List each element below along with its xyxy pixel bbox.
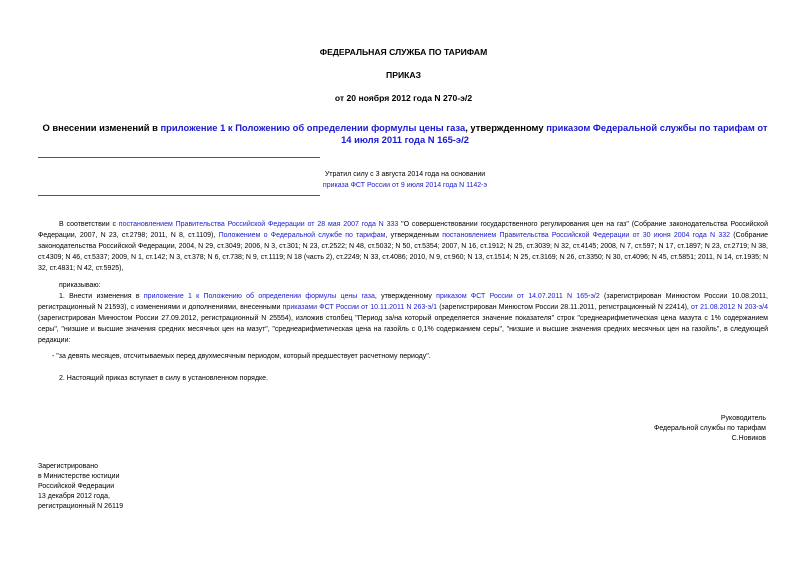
registration-line-4: 13 декабря 2012 года,	[38, 493, 110, 500]
item-1-paragraph	[38, 291, 768, 346]
title-link-appendix[interactable]: приложение 1 к Положению об определении формулы цены газа	[160, 122, 466, 133]
signature-position: Руководитель	[720, 415, 766, 422]
agency-heading: ФЕДЕРАЛЬНАЯ СЛУЖБА ПО ТАРИФАМ	[319, 47, 488, 57]
registration-line-2: в Министерстве юстиции	[38, 473, 120, 480]
order-word: приказываю:	[59, 282, 101, 289]
item-2-paragraph: 2. Настоящий приказ вступает в силу в установленном порядке.	[59, 375, 269, 382]
item1-text-1: 1. Внести изменения в	[59, 293, 144, 300]
divider-top	[38, 157, 320, 158]
document-title	[40, 122, 770, 146]
preamble-text-4: (Собрание законодательства Российской Федерации, 2004, N 29, ст.3049; 2006, N 3, ст.301; N 23, ст.2522; N 48, ст.5032; N 50, ст.5354; 2007, N 16, ст.1912; N 25, ст.3039; N 32, ст.4145; 2008, N 7, ст.597; N 17, ст.1897; N 23, ст.2719; N 38, ст.4309; N 46, ст.5337; 2009, N 1, ст.142; N 3, ст.378; N 6, ст.738; N 9, ст.1119; N 18 (часть 2), ст.2249; N 33, ст.4086; 2010, N 9, ст.960; N 13, ст.1514; N 25, ст.3169; N 26, ст.3350; N 30, ст.4096; N 45, ст.5851; 2011, N 14, ст.1935; N 32, ст.4831; N 42, ст.5925),	[38, 232, 769, 272]
repeal-status-link[interactable]: приказа ФСТ России от 9 июля 2014 года N 1142-э	[322, 182, 488, 189]
preamble-text-2: "О совершенствовании государственного регулирования цен на газ" (Собрание законодательства Российской Федерации, 2007, N 23, ст.2798; 2011, N 8, ст.1109),	[38, 221, 768, 239]
preamble-link-resolution-332[interactable]: постановлением Правительства Российской Федерации от 30 июня 2004 года N 332	[442, 232, 731, 239]
item1-link-order-165[interactable]: приказом ФСТ России от 14.07.2011 N 165-э/2	[436, 293, 600, 300]
repeal-status-text: Утратил силу с 3 августа 2014 года на основании	[324, 171, 486, 178]
item1-text-4: (зарегистрирован Минюстом России 28.11.2011, регистрационный N 22414),	[437, 304, 692, 311]
signature-name: С.Новиков	[731, 435, 766, 442]
preamble-text-3: , утвержденным	[385, 232, 443, 239]
registration-line-5: регистрационный N 26119	[38, 503, 124, 510]
item1-link-order-203[interactable]: от 21.08.2012 N 203-э/4	[691, 304, 769, 311]
preamble-text-1: В соответствии с	[59, 221, 119, 228]
registration-line-3: Российской Федерации	[38, 483, 115, 490]
registration-block	[38, 462, 278, 512]
signature-block	[516, 414, 766, 444]
item1-text-5: (зарегистрирован Минюстом России 27.09.2012, регистрационный N 25554), изложив столбец "Период за/на который определяется значение показателя" строк "среднеарифметическая цена мазута с 1% содержанием серы", "низшие и высшие значения средних месячных цен на мазут", "среднеарифметическая цена на газойль с 0,1% содержанием серы", "низшие и высшие значения средних месячных цен на газойль", в следующей редакции:	[38, 315, 768, 344]
doc-type-heading: ПРИКАЗ	[386, 70, 421, 80]
title-text-2: , утвержденному	[465, 122, 547, 133]
preamble-paragraph	[38, 219, 768, 274]
item1-text-2: , утвержденному	[374, 293, 437, 300]
item1-link-order-263[interactable]: приказами ФСТ России от 10.11.2011 N 263-э/1	[282, 304, 438, 311]
divider-bottom	[38, 195, 320, 196]
quoted-amendment: - "за девять месяцев, отсчитываемых перед двухмесячным периодом, который предшествует расчетному периоду".	[52, 353, 431, 360]
repeal-status	[200, 169, 610, 191]
date-number-heading: от 20 ноября 2012 года N 270-э/2	[334, 93, 473, 103]
preamble-link-resolution-333[interactable]: постановлением Правительства Российской Федерации от 28 мая 2007 года N 333	[118, 221, 399, 228]
registration-line-1: Зарегистрировано	[38, 463, 98, 470]
item1-link-appendix[interactable]: приложение 1 к Положению об определении формулы цены газа	[143, 293, 375, 300]
title-link-order[interactable]: приказом Федеральной службы по тарифам от 14 июля 2011 года N 165-э/2	[341, 122, 768, 145]
signature-agency: Федеральной службы по тарифам	[654, 425, 766, 432]
item1-text-3: (зарегистрирован Минюстом России 10.08.2011, регистрационный N 21593), с изменениями и дополнениями, внесенными	[38, 293, 768, 311]
preamble-link-regulation[interactable]: Положением о Федеральной службе по тарифам	[218, 232, 386, 239]
title-text-1: О внесении изменений в	[42, 122, 161, 133]
